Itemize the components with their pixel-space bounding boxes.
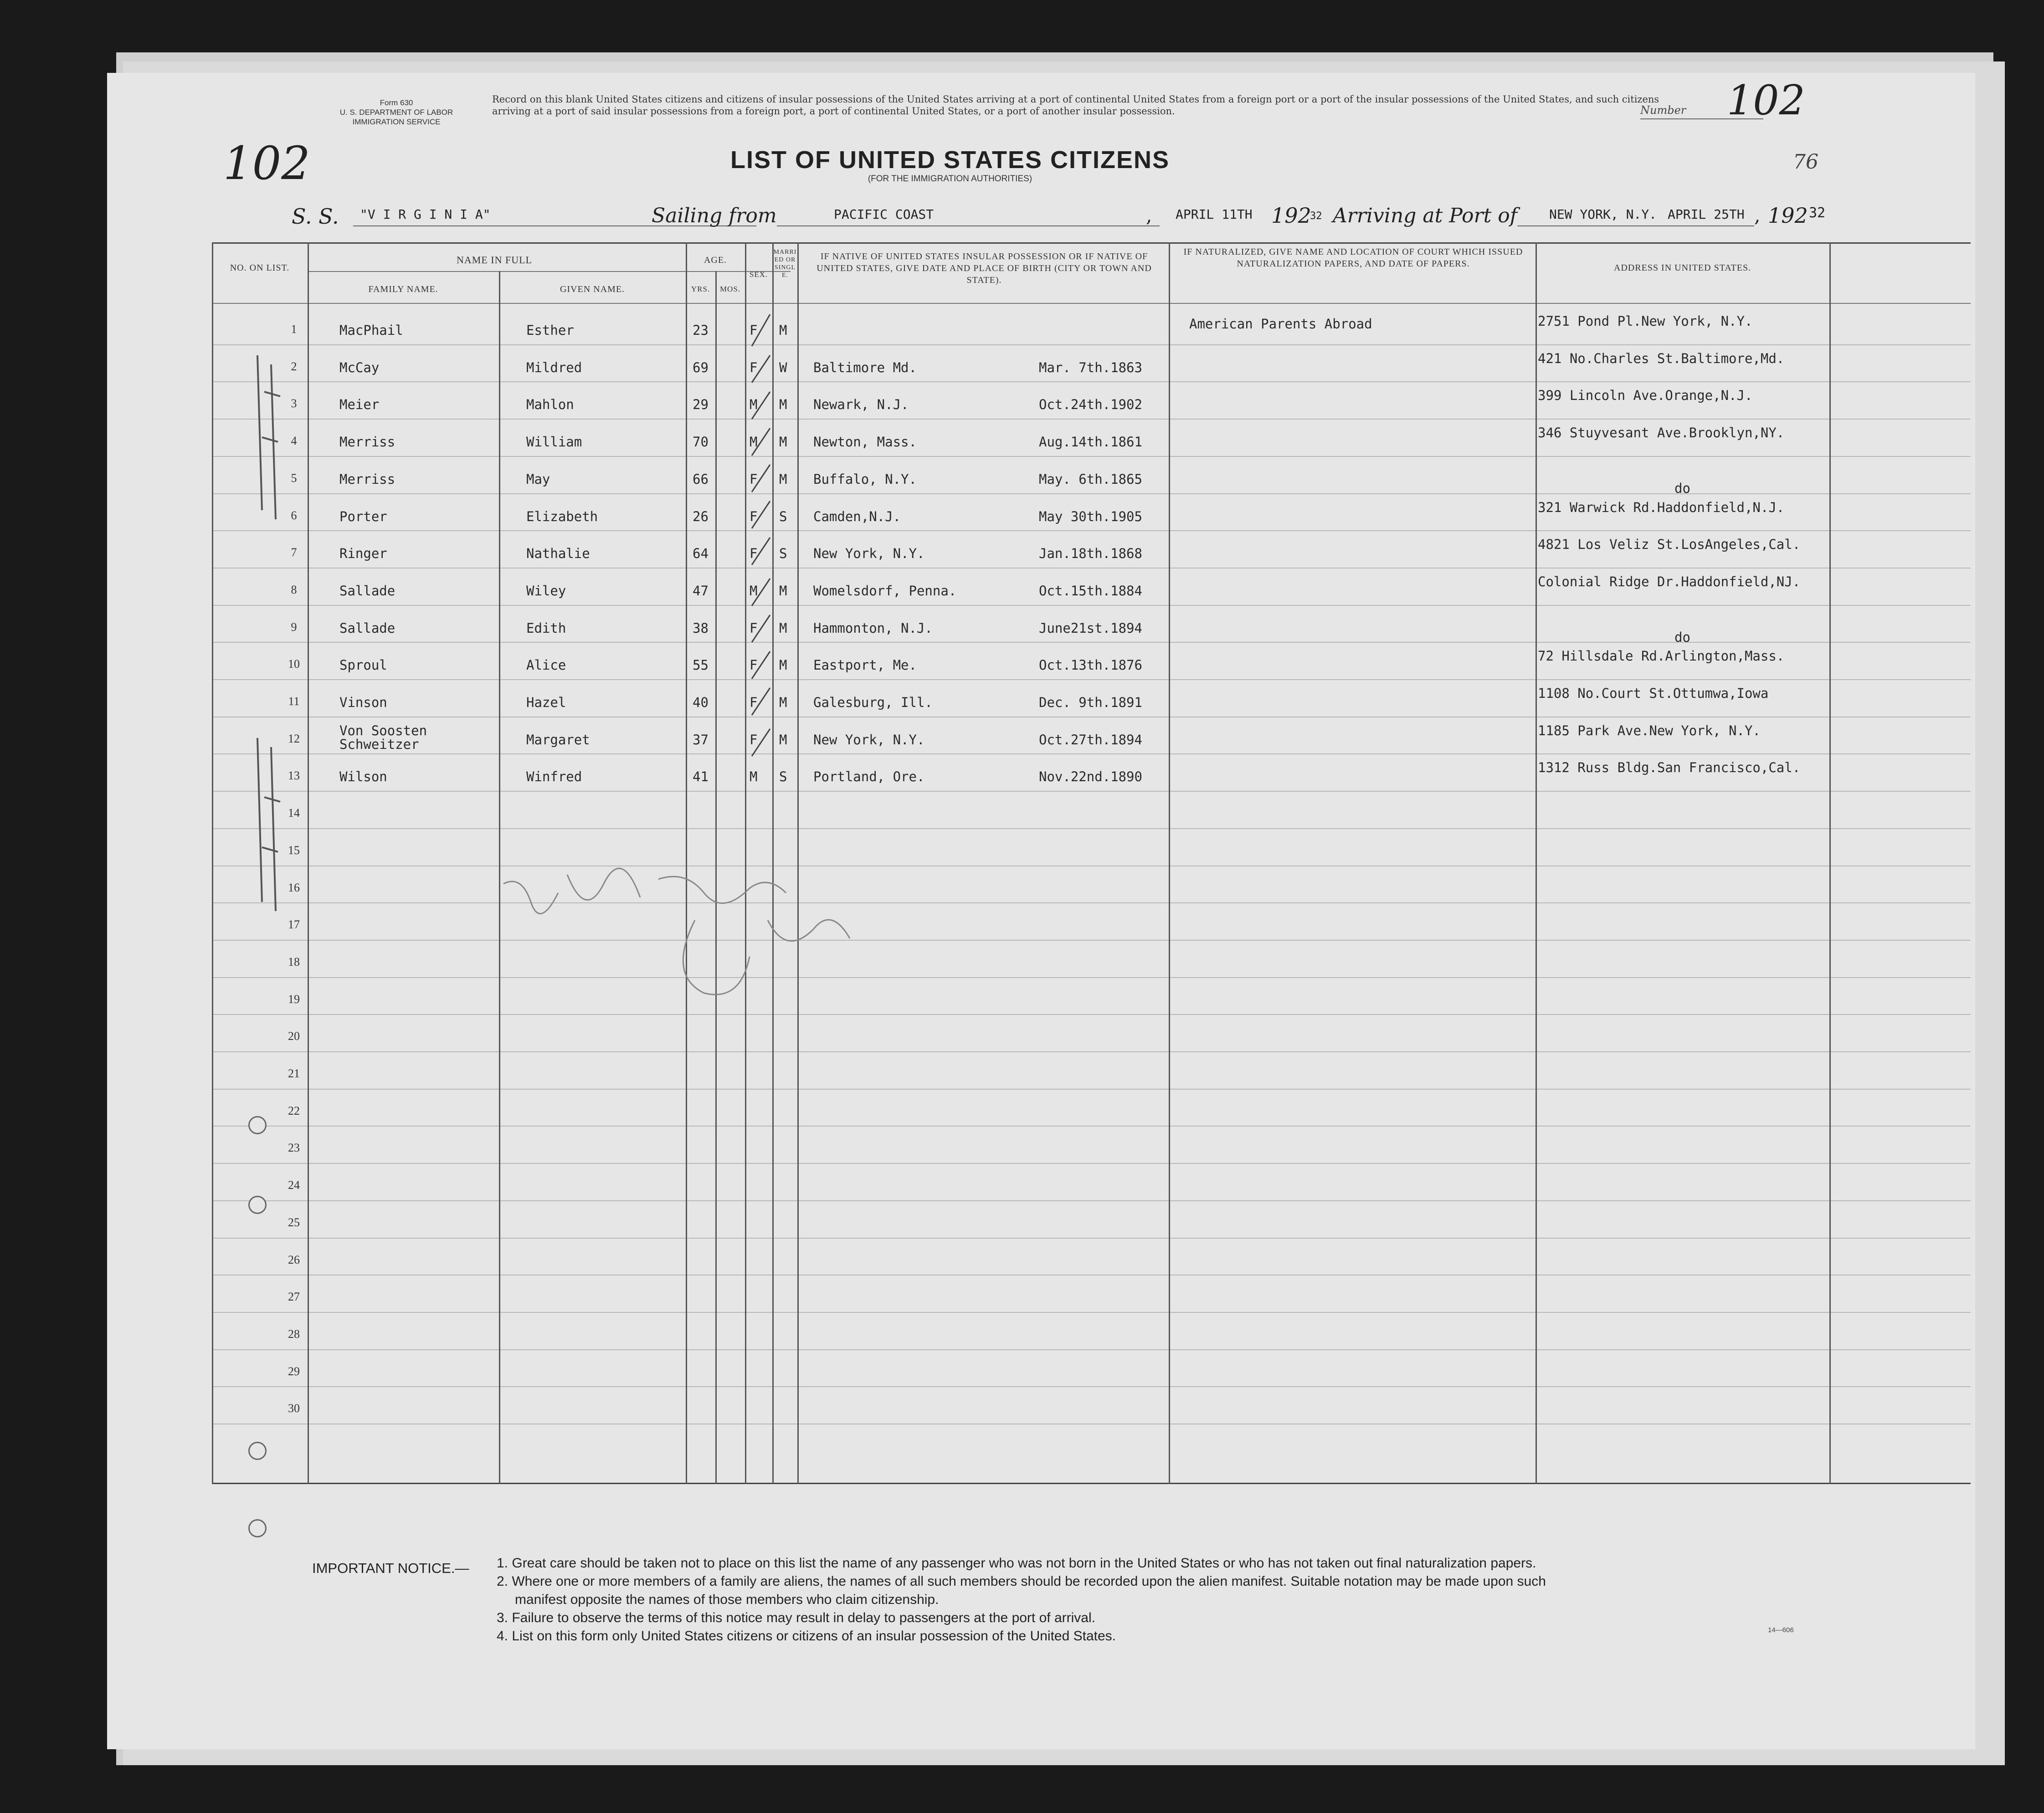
birth-date: Oct.15th.1884 bbox=[1039, 583, 1142, 599]
age-years: 47 bbox=[693, 583, 709, 599]
sail-date: APRIL 11TH bbox=[1176, 207, 1253, 222]
arrival-date: APRIL 25TH bbox=[1668, 207, 1745, 222]
birth-place: Portland, Ore. bbox=[813, 769, 925, 785]
sail-year-printed: 192 bbox=[1271, 203, 1311, 228]
marital-status: M bbox=[779, 657, 787, 673]
address: Colonial Ridge Dr.Haddonfield,NJ. bbox=[1538, 574, 1801, 589]
row-number: 25 bbox=[288, 1215, 300, 1229]
given-name: Esther bbox=[526, 323, 574, 338]
notice-item-1: 1. Great care should be taken not to place on this list the name of any passenger who was not born in the United States or who has not taken out final naturalization papers. bbox=[497, 1556, 1536, 1571]
marital-status: M bbox=[779, 471, 787, 487]
birth-date: June21st.1894 bbox=[1039, 620, 1142, 636]
notice-item-2: 2. Where one or more members of a family are aliens, the names of all such members should be recorded upon the alien manifest. Suitable notation may be made upon such bbox=[497, 1574, 1546, 1589]
arrival-port: NEW YORK, N.Y. bbox=[1549, 207, 1657, 222]
birth-date: May 30th.1905 bbox=[1039, 508, 1142, 524]
marital-status: M bbox=[779, 323, 787, 338]
row-number: 29 bbox=[288, 1364, 300, 1378]
family-name: Sproul bbox=[339, 657, 387, 673]
family-name: McCay bbox=[339, 359, 380, 375]
row-number: 1 bbox=[291, 323, 297, 336]
row-number: 11 bbox=[288, 695, 300, 708]
arriving-label: Arriving at Port of bbox=[1333, 204, 1518, 227]
birth-place: New York, N.Y. bbox=[813, 546, 925, 562]
birth-date: Oct.27th.1894 bbox=[1039, 732, 1142, 748]
row-number: 10 bbox=[288, 657, 300, 671]
age-years: 26 bbox=[693, 508, 709, 524]
row-rule bbox=[212, 977, 1971, 978]
age-years: 55 bbox=[693, 657, 709, 673]
sailing-from-value: PACIFIC COAST bbox=[834, 207, 934, 222]
row-number: 21 bbox=[288, 1067, 300, 1080]
header-address: ADDRESS IN UNITED STATES. bbox=[1613, 263, 1751, 273]
column-line bbox=[1829, 242, 1831, 1484]
address: 4821 Los Veliz St.LosAngeles,Cal. bbox=[1538, 537, 1801, 553]
row-number: 17 bbox=[288, 918, 300, 932]
row-number: 12 bbox=[288, 732, 300, 745]
sex: M bbox=[750, 397, 758, 413]
birth-place: Camden,N.J. bbox=[813, 508, 901, 524]
arrival-year-printed: 192 bbox=[1768, 203, 1808, 228]
age-years: 37 bbox=[693, 732, 709, 748]
marital-status: M bbox=[779, 732, 787, 748]
corner-number: 102 bbox=[223, 137, 310, 190]
address: 1312 Russ Bldg.San Francisco,Cal. bbox=[1538, 760, 1801, 776]
binding-hole bbox=[248, 1519, 267, 1537]
birth-place: New York, N.Y. bbox=[813, 732, 925, 748]
form-identifier bbox=[337, 98, 456, 127]
age-years: 38 bbox=[693, 620, 709, 636]
row-rule bbox=[212, 493, 1971, 494]
row-number: 24 bbox=[288, 1178, 300, 1192]
instructions-text: Record on this blank United States citizens and citizens of insular possessions of the United States arriving at a port of continental United States from a foreign port or a port of the insular possessions of the United States, and such citizens arriving at a port of said insular possessions from a foreign port, a port of continental United States, or a port of another insular possession. bbox=[492, 94, 1659, 117]
given-name: May bbox=[526, 471, 550, 487]
notice-label: IMPORTANT NOTICE.— bbox=[312, 1560, 469, 1576]
age-years: 41 bbox=[693, 769, 709, 785]
row-rule bbox=[212, 679, 1971, 680]
address: 399 Lincoln Ave.Orange,N.J. bbox=[1538, 388, 1753, 404]
sex: F bbox=[750, 620, 758, 636]
row-rule bbox=[212, 1163, 1971, 1164]
row-rule bbox=[212, 940, 1971, 941]
header-mos: MOS. bbox=[719, 285, 741, 293]
row-number: 26 bbox=[288, 1253, 300, 1266]
address: do bbox=[1674, 629, 1690, 645]
row-rule bbox=[212, 791, 1971, 792]
department-name: U. S. DEPARTMENT OF LABOR bbox=[339, 108, 453, 117]
family-name: Von Soosten Schweitzer bbox=[339, 722, 427, 752]
marital-status: M bbox=[779, 397, 787, 413]
row-rule bbox=[212, 530, 1971, 531]
age-years: 40 bbox=[693, 695, 709, 710]
marital-status: S bbox=[779, 769, 787, 785]
header-given-name: GIVEN NAME. bbox=[560, 284, 625, 294]
given-name: Margaret bbox=[526, 732, 590, 748]
row-rule bbox=[212, 1051, 1971, 1052]
birth-place: Baltimore Md. bbox=[813, 359, 917, 375]
birth-place: Newark, N.J. bbox=[813, 397, 909, 413]
header-naturalized: IF NATURALIZED, GIVE NAME AND LOCATION OF COURT WHICH ISSUED NATURALIZATION PAPERS, AND DATE OF PAPERS. bbox=[1183, 247, 1523, 269]
row-rule bbox=[212, 1089, 1971, 1090]
row-number: 30 bbox=[288, 1402, 300, 1415]
form-subtitle: (FOR THE IMMIGRATION AUTHORITIES) bbox=[868, 174, 1032, 184]
row-number: 9 bbox=[291, 620, 297, 634]
given-name: Wiley bbox=[526, 583, 566, 599]
family-name: Merriss bbox=[339, 434, 395, 450]
marital-status: M bbox=[779, 434, 787, 450]
row-number: 18 bbox=[288, 955, 300, 968]
naturalization: American Parents Abroad bbox=[1189, 316, 1372, 332]
binding-hole bbox=[248, 1196, 267, 1214]
notice-item-3: 3. Failure to observe the terms of this notice may result in delay to passengers at the port of arrival. bbox=[497, 1610, 1095, 1625]
service-name: IMMIGRATION SERVICE bbox=[352, 118, 441, 126]
row-rule bbox=[212, 1312, 1971, 1313]
given-name: Edith bbox=[526, 620, 566, 636]
row-number: 15 bbox=[288, 843, 300, 857]
sailing-underline bbox=[777, 225, 1160, 226]
age-years: 64 bbox=[693, 546, 709, 562]
age-years: 69 bbox=[693, 359, 709, 375]
family-name: Wilson bbox=[339, 769, 387, 785]
row-number: 3 bbox=[291, 397, 297, 410]
row-rule bbox=[212, 1200, 1971, 1201]
family-name: Porter bbox=[339, 508, 387, 524]
row-rule bbox=[212, 1014, 1971, 1015]
notice-items bbox=[497, 1554, 1973, 1645]
birth-place: Eastport, Me. bbox=[813, 657, 917, 673]
address: 421 No.Charles St.Baltimore,Md. bbox=[1538, 350, 1785, 366]
column-line bbox=[212, 242, 213, 1484]
header-age: AGE. bbox=[704, 255, 727, 265]
given-name: Alice bbox=[526, 657, 566, 673]
notice-item-2-cont: manifest opposite the names of those members who claim citizenship. bbox=[515, 1592, 939, 1607]
birth-date: May. 6th.1865 bbox=[1039, 471, 1142, 487]
handwritten-signature bbox=[494, 866, 904, 1011]
marital-status: W bbox=[779, 359, 787, 375]
birth-date: Mar. 7th.1863 bbox=[1039, 359, 1142, 375]
row-rule bbox=[212, 828, 1971, 829]
row-number: 13 bbox=[288, 769, 300, 783]
sex: F bbox=[750, 323, 758, 338]
column-line bbox=[308, 242, 309, 1484]
birth-date: Jan.18th.1868 bbox=[1039, 546, 1142, 562]
table-top-rule bbox=[212, 242, 1971, 244]
sex: F bbox=[750, 695, 758, 710]
row-number: 14 bbox=[288, 806, 300, 820]
row-rule bbox=[212, 1349, 1971, 1350]
binding-hole bbox=[248, 1116, 267, 1134]
row-rule bbox=[212, 605, 1971, 606]
header-native-birth: IF NATIVE OF UNITED STATES INSULAR POSSESSION OR IF NATIVE OF UNITED STATES, GIVE DATE AND PLACE OF BIRTH (CITY OR TOWN AND STATE). bbox=[817, 251, 1152, 285]
row-number: 27 bbox=[288, 1290, 300, 1304]
birth-place: Newton, Mass. bbox=[813, 434, 917, 450]
age-years: 23 bbox=[693, 323, 709, 338]
sex: F bbox=[750, 508, 758, 524]
vertical-stamp-mark bbox=[244, 346, 294, 528]
comma: , bbox=[1754, 204, 1761, 226]
row-number: 4 bbox=[291, 434, 297, 448]
family-name: Meier bbox=[339, 397, 380, 413]
sailing-from-label: Sailing from bbox=[652, 204, 777, 227]
address: 346 Stuyvesant Ave.Brooklyn,NY. bbox=[1538, 425, 1785, 441]
header-family-name: FAMILY NAME. bbox=[368, 284, 438, 294]
address: 1108 No.Court St.Ottumwa,Iowa bbox=[1538, 686, 1769, 701]
row-number: 22 bbox=[288, 1104, 300, 1117]
age-years: 70 bbox=[693, 434, 709, 450]
row-number: 23 bbox=[288, 1141, 300, 1155]
family-name: Sallade bbox=[339, 620, 395, 636]
marital-status: M bbox=[779, 695, 787, 710]
page-number: 76 bbox=[1793, 150, 1818, 174]
comma: , bbox=[1146, 204, 1152, 226]
address: 72 Hillsdale Rd.Arlington,Mass. bbox=[1538, 648, 1785, 664]
row-number: 6 bbox=[291, 508, 297, 522]
birth-place: Galesburg, Ill. bbox=[813, 695, 933, 710]
row-number: 28 bbox=[288, 1327, 300, 1341]
row-number: 19 bbox=[288, 992, 300, 1006]
number-label: Number bbox=[1640, 104, 1686, 117]
sex: M bbox=[750, 434, 758, 450]
ss-label: S. S. bbox=[292, 204, 339, 229]
row-number: 16 bbox=[288, 881, 300, 894]
address: 1185 Park Ave.New York, N.Y. bbox=[1538, 722, 1761, 738]
address: do bbox=[1674, 480, 1690, 496]
column-line bbox=[1536, 242, 1537, 1484]
given-name: Mahlon bbox=[526, 397, 574, 413]
arrival-year-filled: 32 bbox=[1809, 205, 1826, 221]
marital-status: M bbox=[779, 583, 787, 599]
arrival-underline bbox=[1517, 225, 1754, 226]
birth-date: Dec. 9th.1891 bbox=[1039, 695, 1142, 710]
birth-date: Oct.13th.1876 bbox=[1039, 657, 1142, 673]
row-rule bbox=[212, 381, 1971, 382]
document-sheet bbox=[107, 73, 1975, 1749]
row-number: 2 bbox=[291, 359, 297, 373]
row-rule bbox=[212, 1238, 1971, 1239]
given-name: William bbox=[526, 434, 582, 450]
row-number: 20 bbox=[288, 1029, 300, 1043]
marital-status: S bbox=[779, 546, 787, 562]
row-number: 7 bbox=[291, 546, 297, 559]
form-title: LIST OF UNITED STATES CITIZENS bbox=[730, 146, 1170, 174]
vertical-stamp-mark bbox=[244, 729, 294, 920]
row-number: 5 bbox=[291, 471, 297, 485]
birth-date: Nov.22nd.1890 bbox=[1039, 769, 1142, 785]
column-line bbox=[797, 242, 799, 1484]
age-years: 66 bbox=[693, 471, 709, 487]
birth-place: Hammonton, N.J. bbox=[813, 620, 933, 636]
family-name: Sallade bbox=[339, 583, 395, 599]
birth-place: Womelsdorf, Penna. bbox=[813, 583, 957, 599]
row-rule bbox=[212, 1386, 1971, 1387]
family-name: Ringer bbox=[339, 546, 387, 562]
marital-status: M bbox=[779, 620, 787, 636]
ship-name: "V I R G I N I A" bbox=[360, 207, 491, 222]
sail-year-filled: 32 bbox=[1310, 210, 1322, 222]
row-rule bbox=[212, 753, 1971, 754]
given-name: Winfred bbox=[526, 769, 582, 785]
birth-date: Aug.14th.1861 bbox=[1039, 434, 1142, 450]
row-number: 8 bbox=[291, 583, 297, 596]
row-rule bbox=[212, 419, 1971, 420]
sex: F bbox=[750, 471, 758, 487]
birth-date: Oct.24th.1902 bbox=[1039, 397, 1142, 413]
row-rule bbox=[212, 344, 1971, 345]
header-name-in-full: NAME IN FULL bbox=[457, 254, 532, 266]
given-name: Nathalie bbox=[526, 546, 590, 562]
printer-mark: 14—606 bbox=[1768, 1626, 1794, 1634]
row-rule bbox=[212, 642, 1971, 643]
form-number: Form 630 bbox=[380, 98, 413, 107]
given-name: Mildred bbox=[526, 359, 582, 375]
header-no-on-list: NO. ON LIST. bbox=[230, 263, 290, 273]
address: 321 Warwick Rd.Haddonfield,N.J. bbox=[1538, 499, 1785, 515]
header-married-single: MARRIED OR SINGLE. bbox=[773, 249, 797, 279]
age-years: 29 bbox=[693, 397, 709, 413]
birth-place: Buffalo, N.Y. bbox=[813, 471, 917, 487]
header-bottom-rule bbox=[212, 303, 1971, 304]
family-name: MacPhail bbox=[339, 323, 403, 338]
notice-item-4: 4. List on this form only United States citizens or citizens of an insular possession of the United States. bbox=[497, 1629, 1116, 1644]
column-line bbox=[1169, 242, 1170, 1484]
row-rule bbox=[212, 1126, 1971, 1127]
given-name: Hazel bbox=[526, 695, 566, 710]
header-yrs: YRS. bbox=[691, 285, 710, 293]
sex: F bbox=[750, 359, 758, 375]
column-line bbox=[686, 242, 687, 1484]
table-bottom-rule bbox=[212, 1483, 1971, 1484]
sex: M bbox=[750, 583, 758, 599]
family-name: Merriss bbox=[339, 471, 395, 487]
binding-hole bbox=[248, 1442, 267, 1460]
sex: F bbox=[750, 657, 758, 673]
family-name: Vinson bbox=[339, 695, 387, 710]
marital-status: S bbox=[779, 508, 787, 524]
sex: F bbox=[750, 546, 758, 562]
number-value: 102 bbox=[1727, 77, 1805, 124]
tally-marks bbox=[743, 305, 784, 784]
row-rule bbox=[212, 456, 1971, 457]
row-rule bbox=[212, 902, 1971, 903]
given-name: Elizabeth bbox=[526, 508, 598, 524]
sex: M bbox=[750, 769, 758, 785]
header-sex: SEX. bbox=[749, 270, 768, 279]
sex: F bbox=[750, 732, 758, 748]
address: 2751 Pond Pl.New York, N.Y. bbox=[1538, 313, 1753, 329]
